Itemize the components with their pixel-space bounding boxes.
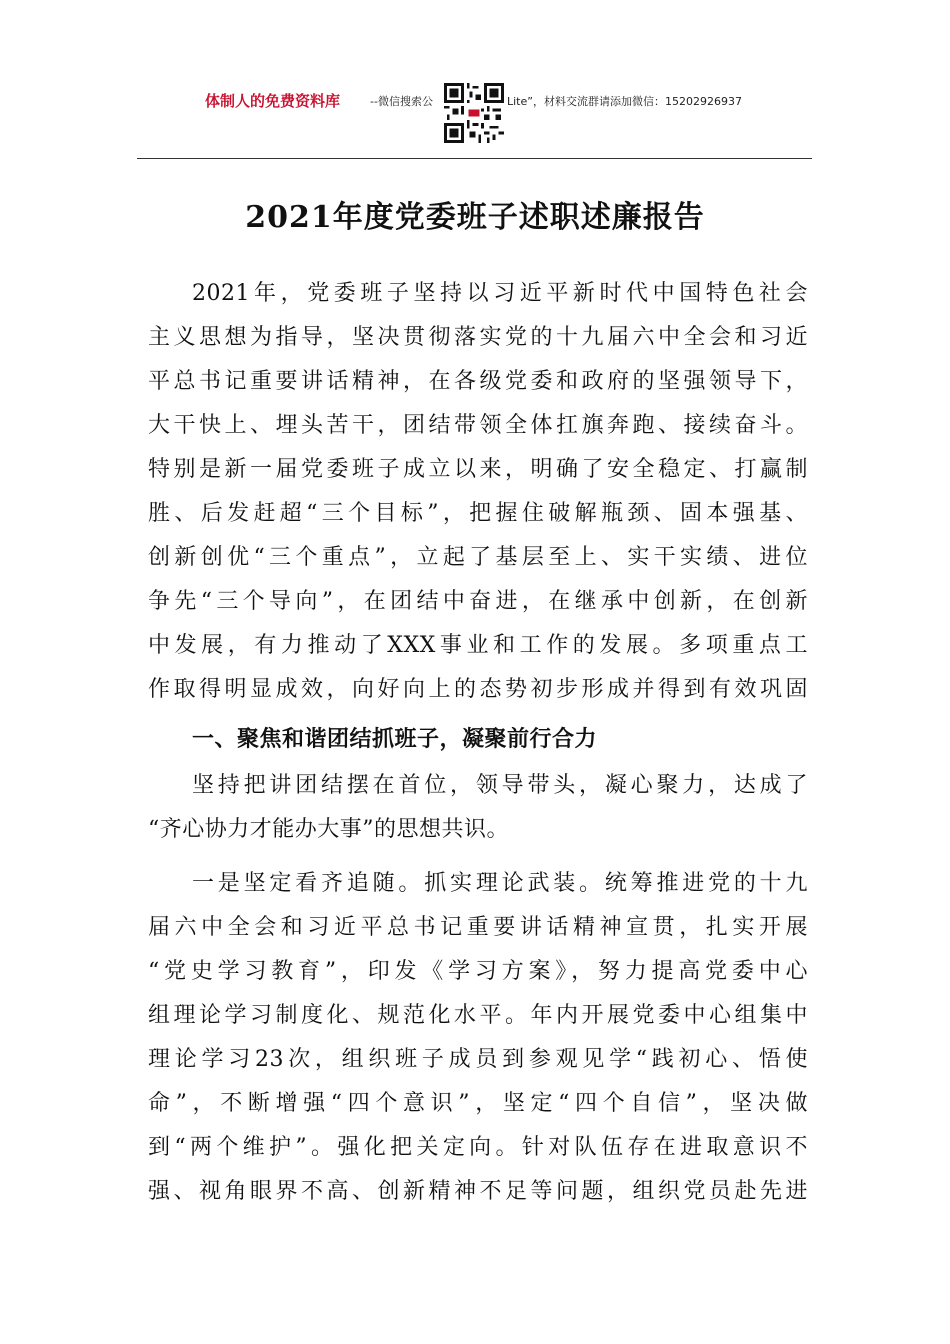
paragraph-line: 创新创优“三个重点”，立起了基层至上、实干实绩、进位 xyxy=(148,545,808,570)
paragraph-line: 坚持把讲团结摆在首位，领导带头，凝心聚力，达成了 xyxy=(192,773,808,798)
paragraph-line: 到“两个维护”。强化把关定向。针对队伍存在进取意识不 xyxy=(148,1135,808,1160)
header-contact-text: Lite”，材料交流群请添加微信：15202926937 xyxy=(507,95,742,108)
paragraph-line: 特别是新一届党委班子成立以来，明确了安全稳定、打赢制 xyxy=(148,457,808,482)
header-search-text: --微信搜索公 xyxy=(370,95,433,108)
page-header xyxy=(137,78,812,150)
document-title: 2021年度党委班子述职述廉报告 xyxy=(245,200,705,235)
paragraph-line: 平总书记重要讲话精神，在各级党委和政府的坚强领导下， xyxy=(148,369,808,394)
paragraph-line: 组理论学习制度化、规范化水平。年内开展党委中心组集中 xyxy=(148,1003,808,1028)
section-heading: 一、聚焦和谐团结抓班子，凝聚前行合力 xyxy=(192,727,598,752)
paragraph-line: 2021年，党委班子坚持以习近平新时代中国特色社会 xyxy=(192,281,808,306)
paragraph-line: “党史学习教育”，印发《学习方案》，努力提高党委中心 xyxy=(148,959,808,984)
document-body xyxy=(148,272,808,1214)
paragraph-line: 届六中全会和习近平总书记重要讲话精神宣贯，扎实开展 xyxy=(148,915,808,940)
paragraph-line: 主义思想为指导，坚决贯彻落实党的十九届六中全会和习近 xyxy=(148,325,808,350)
paragraph-line: 争先“三个导向”，在团结中奋进，在继承中创新，在创新 xyxy=(148,589,808,614)
paragraph-gap xyxy=(148,852,808,862)
paragraph-line: 作取得明显成效，向好向上的态势初步形成并得到有效巩固 xyxy=(148,677,808,702)
qr-code-icon xyxy=(444,83,504,143)
paragraph-line: 中发展，有力推动了XXX事业和工作的发展。多项重点工 xyxy=(148,633,808,658)
header-divider xyxy=(137,158,812,159)
paragraph-line: “齐心协力才能办大事”的思想共识。 xyxy=(148,817,509,842)
paragraph-line: 一是坚定看齐追随。抓实理论武装。统筹推进党的十九 xyxy=(192,871,808,896)
paragraph-line: 大干快上、埋头苦干，团结带领全体扛旗奔跑、接续奋斗。 xyxy=(148,413,808,438)
paragraph-line: 胜、后发赶超“三个目标”，把握住破解瓶颈、固本强基、 xyxy=(148,501,808,526)
paragraph-line: 理论学习23次，组织班子成员到参观见学“践初心、悟使 xyxy=(148,1047,808,1072)
paragraph-line: 命”，不断增强“四个意识”，坚定“四个自信”，坚决做 xyxy=(148,1091,808,1116)
paragraph-line: 强、视角眼界不高、创新精神不足等问题，组织党员赴先进 xyxy=(148,1179,808,1204)
brand-watermark: 体制人的免费资料库 xyxy=(205,92,341,110)
